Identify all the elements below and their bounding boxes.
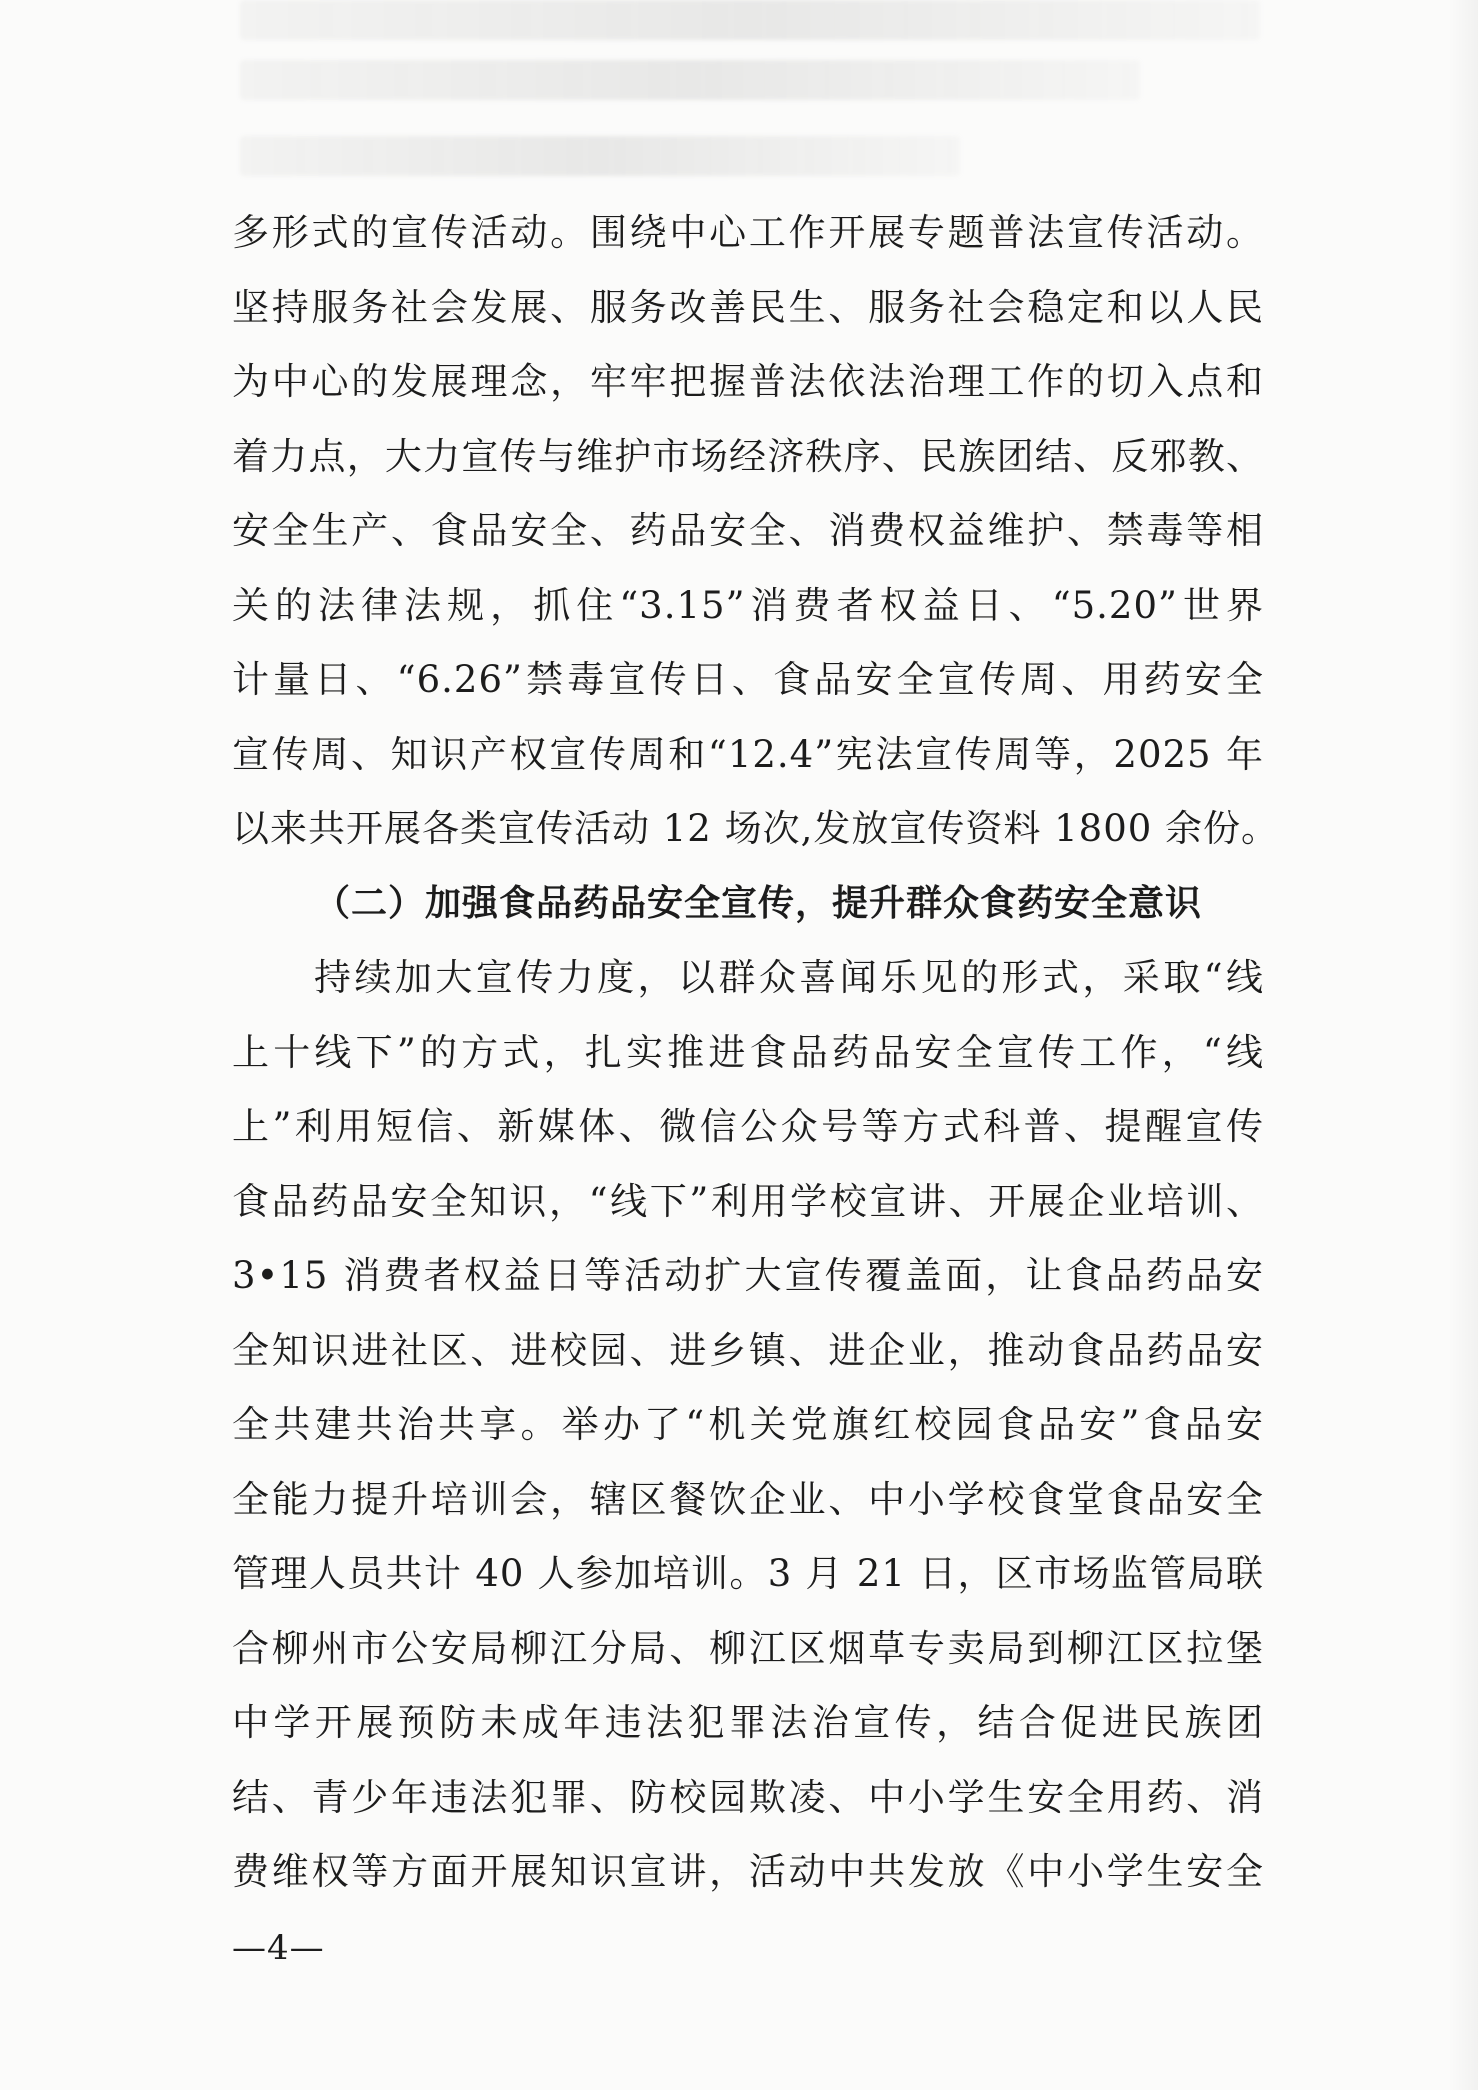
text-line: 食品药品安全知识，“线下”利用学校宣讲、开展企业培训、	[232, 1179, 1264, 1223]
text-line: 中学开展预防未成年违法犯罪法治宣传，结合促进民族团	[232, 1701, 1264, 1744]
text-line: 费维权等方面开展知识宣讲，活动中共发放《中小学生安全	[232, 1850, 1264, 1893]
text-line: 为中心的发展理念，牢牢把握普法依法治理工作的切入点和	[232, 360, 1264, 403]
text-line: 全能力提升培训会，辖区餐饮企业、中小学校食堂食品安全	[232, 1477, 1264, 1521]
text-line: 持续加大宣传力度，以群众喜闻乐见的形式，采取“线	[314, 956, 1264, 999]
text-line: 3•15 消费者权益日等活动扩大宣传覆盖面，让食品药品安	[232, 1254, 1264, 1297]
scan-edge-shadow	[1448, 0, 1478, 2090]
bleed-through-text	[240, 60, 1140, 100]
text-line: 上十线下”的方式，扎实推进食品药品安全宣传工作，“线	[232, 1030, 1264, 1074]
text-line: 管理人员共计 40 人参加培训。3 月 21 日，区市场监管局联	[232, 1552, 1264, 1595]
text-line: 着力点，大力宣传与维护市场经济秩序、民族团结、反邪教、	[232, 434, 1264, 478]
text-line: 上”利用短信、新媒体、微信公众号等方式科普、提醒宣传	[232, 1105, 1264, 1148]
text-line: 合柳州市公安局柳江分局、柳江区烟草专卖局到柳江区拉堡	[232, 1626, 1264, 1670]
section-heading: （二）加强食品药品安全宣传，提升群众食药安全意识	[314, 882, 1203, 924]
text-line: 多形式的宣传活动。围绕中心工作开展专题普法宣传活动。	[232, 211, 1264, 254]
text-line: 全共建共治共享。举办了“机关党旗红校园食品安”食品安	[232, 1403, 1264, 1446]
text-line: 以来共开展各类宣传活动 12 场次,发放宣传资料 1800 余份。	[232, 807, 1280, 850]
page-number: —4—	[232, 1928, 325, 1968]
text-line: 宣传周、知识产权宣传周和“12.4”宪法宣传周等，2025 年	[232, 732, 1264, 776]
text-line: 坚持服务社会发展、服务改善民生、服务社会稳定和以人民	[232, 285, 1264, 329]
text-line: 结、青少年违法犯罪、防校园欺凌、中小学生安全用药、消	[232, 1775, 1264, 1819]
text-line: 全知识进社区、进校园、进乡镇、进企业，推动食品药品安	[232, 1328, 1264, 1372]
text-line: 安全生产、食品安全、药品安全、消费权益维护、禁毒等相	[232, 509, 1264, 552]
bleed-through-text	[240, 0, 1260, 40]
document-body	[232, 196, 1280, 1910]
text-line: 计量日、“6.26”禁毒宣传日、食品安全宣传周、用药安全	[232, 658, 1264, 701]
text-line: 关的法律法规，抓住“3.15”消费者权益日、“5.20”世界	[232, 583, 1264, 627]
bleed-through-text	[240, 136, 960, 176]
